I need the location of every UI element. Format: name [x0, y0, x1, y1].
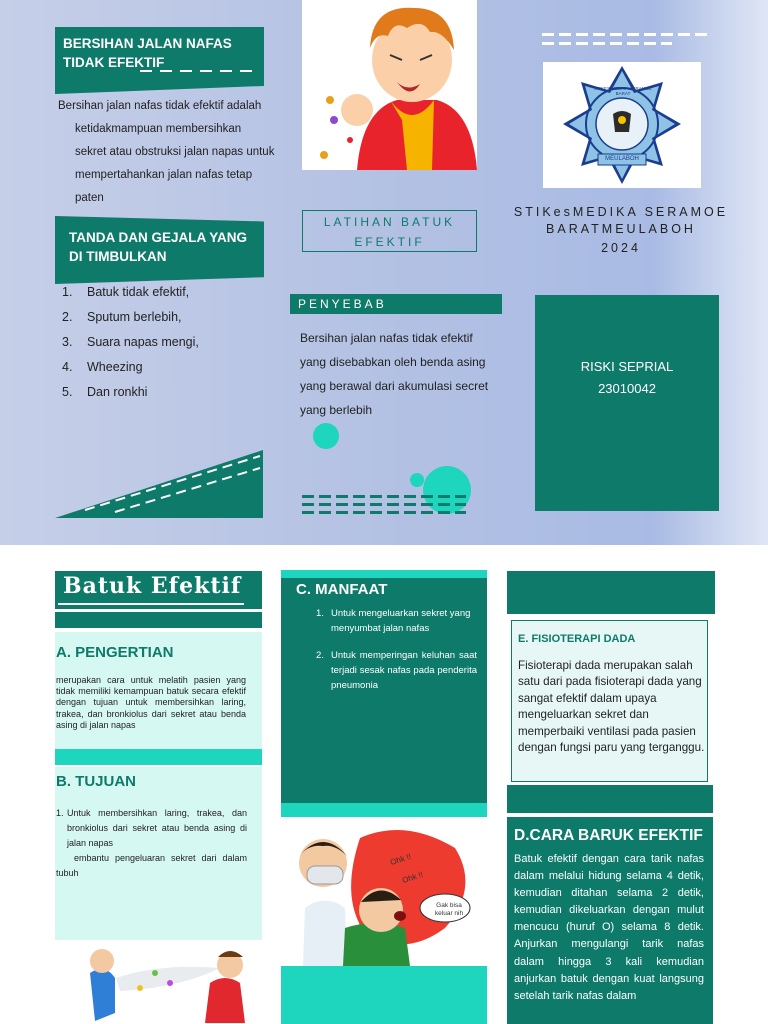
definition-first-line: Bersihan jalan nafas tidak efektif adalah: [58, 100, 262, 112]
definition-line: mempertahankan jalan nafas tetap: [75, 169, 253, 181]
doc-title: Batuk Efektif: [63, 573, 242, 599]
institution-line1: STIKesMEDIKA SERAMOE: [513, 205, 729, 219]
author-box: [535, 295, 719, 511]
logo-ring-text: STIKES MEDIKA SERAMOE BARAT: [593, 86, 652, 96]
list-item: [62, 305, 272, 330]
top-dashes: [542, 33, 708, 36]
cara-text: Batuk efektif dengan cara tarik nafas dalam melalui hidung selama 4 detik, kemudian ditahan selama 2 detik, kemudian dikeluarkan dengan mulut mencucu (huruf O) selama 8 detik. Anjurkan mengulangi tarik nafas dalam hingga 3 kali kemudian anjurkan batuk dengan kuat langsung setelah tarik nafas dalam: [514, 853, 704, 1002]
title-box: [302, 210, 477, 252]
manfaat-heading: C. MANFAAT: [296, 581, 388, 598]
speech-bubble-text: Gak bisa keluar nih: [434, 902, 464, 917]
coughing-people-illustration: [60, 943, 260, 1024]
title-underline: [58, 603, 244, 605]
title-box-text: LATIHAN BATUK EFEKTIF: [323, 215, 456, 249]
list-text: Sputum berlebih,: [87, 310, 182, 324]
logo-ribbon-text: MEULABOH: [605, 156, 639, 162]
decorative-dot: [313, 423, 339, 449]
manfaat-list: [316, 606, 477, 693]
manfaat-bottom-bar: [281, 803, 487, 817]
decorative-dot: [410, 473, 424, 487]
list-text: Batuk tidak efektif,: [87, 285, 190, 299]
definition-text: [75, 118, 290, 210]
list-text: Suara napas mengi,: [87, 335, 199, 349]
list-text: Untuk mengeluarkan sekret yang menyumbat jalan nafas: [331, 608, 471, 634]
list-num: 1.: [56, 808, 64, 818]
cara-heading: D.CARA BARUK EFEKTIF: [514, 827, 703, 844]
speech-ohk-1: Ohk !!: [389, 851, 413, 868]
doctor-patient-illustration: [285, 818, 480, 966]
teal-strip: [55, 612, 262, 628]
institution-logo: [543, 62, 701, 188]
right-mid-bar: [507, 785, 713, 813]
fisio-text: Fisioterapi dada merupakan salah satu dari pada fisioterapi dada yang sangat efektif dalam upaya mengeluarkan sekret dan memperbaiki ventilasi pada pasien dengan fungsi paru yang terganggu.: [518, 659, 705, 755]
list-num: 2.: [316, 650, 324, 661]
list-num: 5.: [62, 385, 73, 399]
tujuan-item2: embantu pengeluaran sekret dari dalam tubuh: [56, 853, 247, 878]
list-item: [316, 648, 477, 693]
list-text: Untuk membersihkan laring, trakea, dan bronkiolus dari sekret atau benda asing di jalan napas: [67, 808, 247, 848]
list-num: 3.: [62, 335, 73, 349]
pengertian-text: merupakan cara untuk melatih pasien yang tidak memiliki kemampuan batuk secara efektif dengan tujuan untuk membersihkan laring, trakea, dan bronkiolus dari sekret atau benda asing di jalan napas: [56, 675, 246, 730]
pengertian-heading: A. PENGERTIAN: [56, 644, 174, 661]
manfaat-top-bar: [281, 570, 487, 578]
year: 2024: [601, 241, 641, 255]
logo-box: [543, 62, 701, 188]
banner-bersihan-title: BERSIHAN JALAN NAFAS TIDAK EFEKTIF: [63, 36, 232, 70]
decorative-dashes: [302, 511, 466, 514]
fisio-heading: E. FISIOTERAPI DADA: [518, 633, 636, 645]
list-item: [316, 606, 477, 636]
list-num: 4.: [62, 360, 73, 374]
list-item: [62, 330, 272, 355]
list-num: 2.: [62, 310, 73, 324]
list-item: [62, 355, 272, 380]
top-dashes: [542, 42, 672, 45]
middle-bottom-block: [281, 966, 487, 1024]
list-item: [56, 806, 247, 851]
definition-line: ketidakmampuan membersihkan: [75, 123, 242, 135]
author-name: RISKI SEPRIAL: [580, 359, 674, 374]
symptom-list: [62, 280, 272, 405]
institution-line2: BARATMEULABOH: [546, 222, 696, 236]
definition-line: paten: [75, 192, 104, 204]
list-item: [62, 280, 272, 305]
decorative-dashes: [302, 503, 466, 506]
right-top-block: [507, 578, 715, 614]
banner-tanda-title: TANDA DAN GEJALA YANG DI TIMBULKAN: [69, 230, 248, 264]
penyebab-label: PENYEBAB: [298, 297, 387, 311]
list-num: 1.: [316, 608, 324, 619]
tujuan-list: [56, 806, 247, 881]
definition-line: sekret atau obstruksi jalan napas untuk: [75, 146, 275, 158]
institution-name: [506, 204, 736, 257]
decorative-dot: [423, 466, 471, 514]
tujuan-bar: [55, 749, 262, 765]
speech-ohk-2: Ohk !!: [401, 869, 425, 886]
list-text: Dan ronkhi: [87, 385, 148, 399]
list-text: Wheezing: [87, 360, 143, 374]
list-text: Untuk memperingan keluhan saat terjadi sesak nafas pada penderita pneumonia: [331, 650, 477, 691]
penyebab-text: Bersihan jalan nafas tidak efektif yang disebabkan oleh benda asing yang berawal dari akumulasi secret yang berlebih: [300, 331, 489, 417]
decorative-triangle: [55, 448, 265, 520]
coughing-boy-illustration: [302, 0, 477, 170]
decorative-dashes: [302, 495, 466, 498]
tujuan-heading: B. TUJUAN: [56, 773, 137, 790]
list-item: [62, 380, 272, 405]
list-num: 1.: [62, 285, 73, 299]
banner-dashes: [140, 70, 258, 72]
author-id: 23010042: [598, 381, 656, 396]
